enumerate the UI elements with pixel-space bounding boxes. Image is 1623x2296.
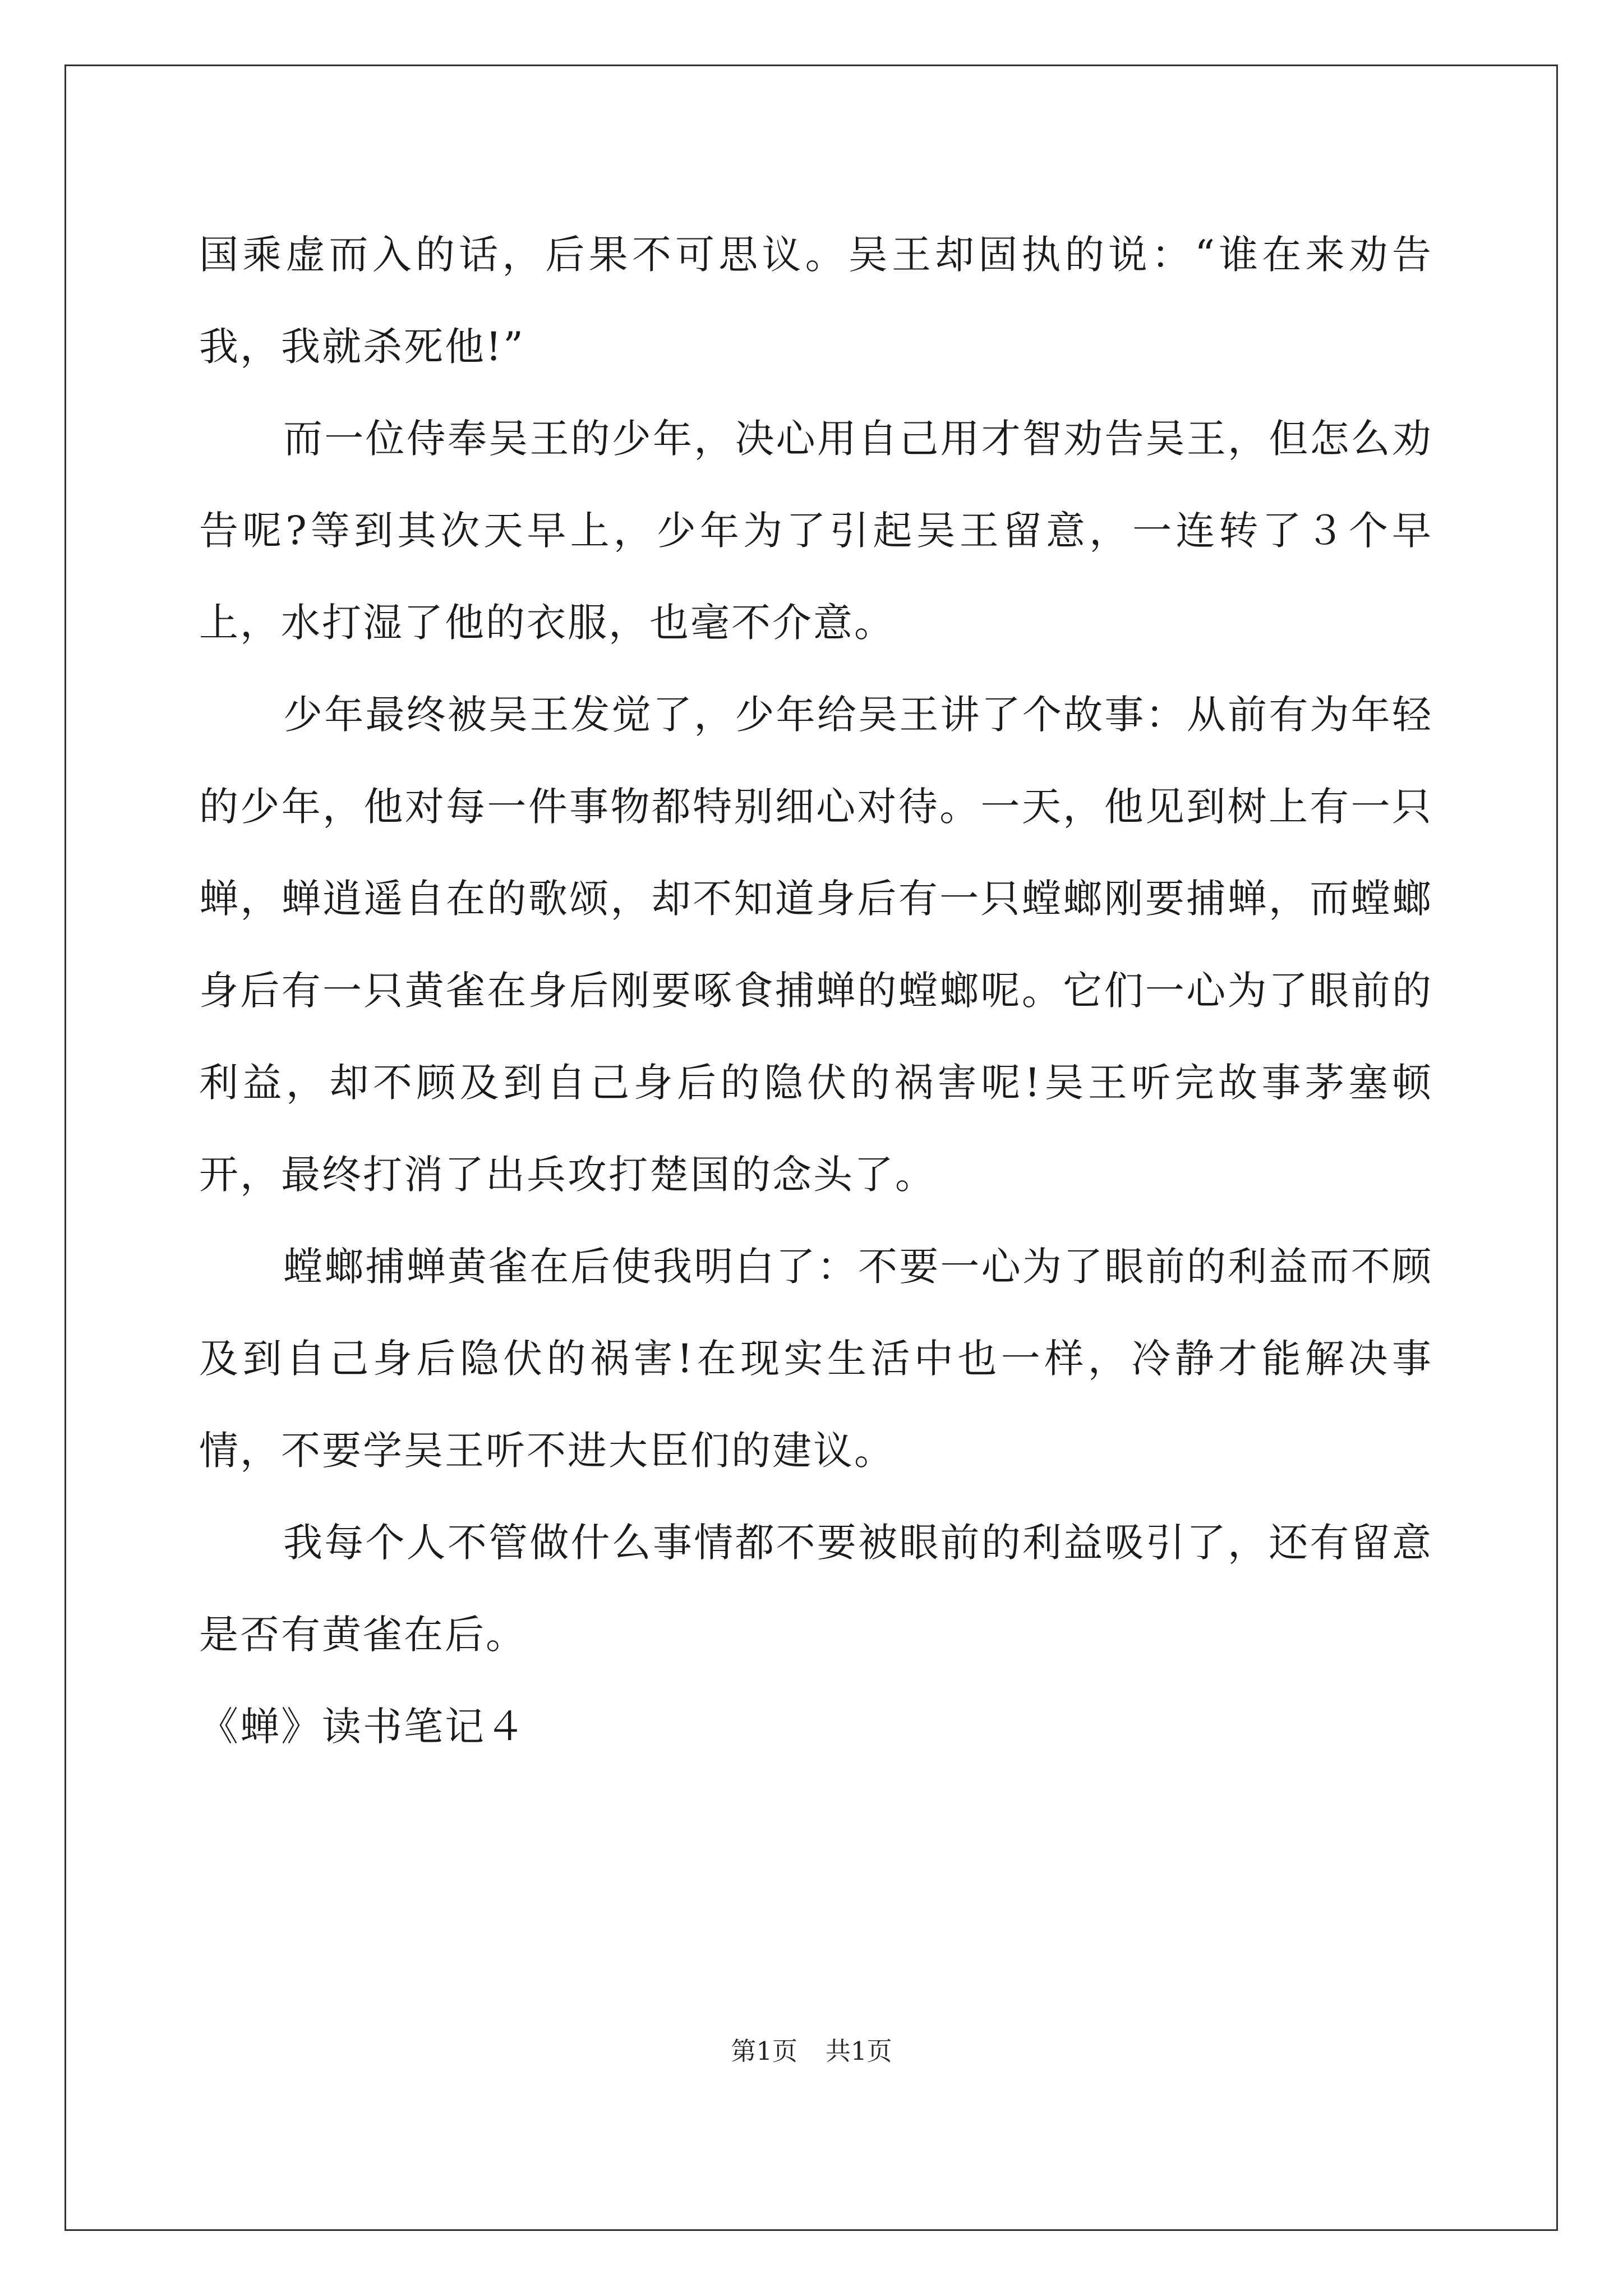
paragraph: 少年最终被吴王发觉了，少年给吴王讲了个故事：从前有为年轻的少年，他对每一件事物都特别细心对待。一天，他见到树上有一只蝉，蝉逍遥自在的歌颂，却不知道身后有一只螳螂刚要捕蝉，而螳螂身后有一只黄雀在身后刚要啄食捕蝉的螳螂呢。它们一心为了眼前的利益，却不顾及到自己身后的隐伏的祸害呢!吴王听完故事茅塞顿开，最终打消了出兵攻打楚国的念头了。	[199, 692, 1433, 1198]
paragraph: 我每个人不管做什么事情都不要被眼前的利益吸引了，还有留意是否有黄雀在后。	[199, 1520, 1433, 1658]
section-heading: 《蝉》读书笔记４	[199, 1704, 527, 1750]
document-body	[199, 209, 1433, 1773]
page-footer	[0, 2031, 1623, 2067]
paragraph: 国乘虚而入的话，后果不可思议。吴王却固执的说：“谁在来劝告我，我就杀死他!”	[199, 232, 1433, 370]
paragraph: 而一位侍奉吴王的少年，决心用自己用才智劝告吴王，但怎么劝告呢?等到其次天早上，少年为了引起吴王留意，一连转了３个早上，水打湿了他的衣服，也毫不介意。	[199, 416, 1433, 646]
page-total: 共1页	[826, 2036, 892, 2066]
page-number: 第1页	[731, 2036, 797, 2066]
paragraph: 螳螂捕蝉黄雀在后使我明白了：不要一心为了眼前的利益而不顾及到自己身后隐伏的祸害!在现实生活中也一样，冷静才能解决事情，不要学吴王听不进大臣们的建议。	[199, 1244, 1433, 1474]
